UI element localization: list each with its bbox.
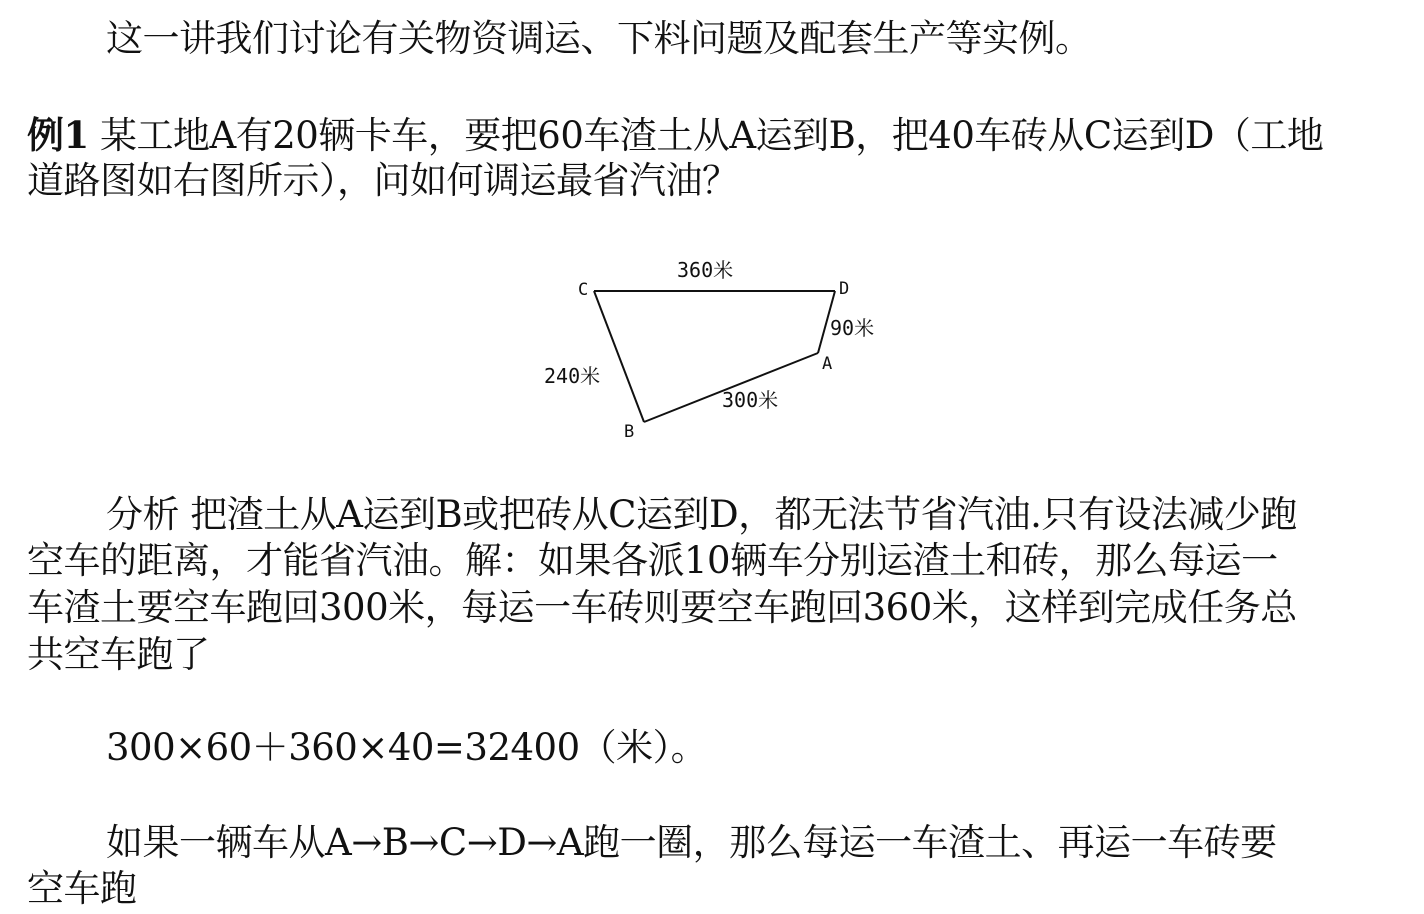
analysis-line-4: 共空车跑了 (27, 633, 210, 676)
example-line-1 (27, 112, 1323, 159)
road-diagram (530, 250, 910, 450)
formula-line: 300×60＋360×40=32400（米）。 (106, 726, 708, 769)
edge-da-label: 90米 (830, 316, 875, 340)
vertex-d-label: D (839, 279, 850, 299)
edge-cd-label: 360米 (677, 258, 734, 282)
vertex-c-label: C (578, 280, 589, 300)
edge-cb-label: 240米 (544, 364, 601, 388)
example-label: 例1 (27, 113, 89, 157)
loop-line-2: 空车跑 (27, 867, 137, 910)
analysis-line-3: 车渣土要空车跑回300米，每运一车砖则要空车跑回360米，这样到完成任务总 (27, 586, 1297, 629)
analysis-line-2: 空车的距离，才能省汽油。解：如果各派10辆车分别运渣土和砖，那么每运一 (27, 539, 1278, 582)
analysis-line-1: 分析 把渣土从A运到B或把砖从C运到D，都无法节省汽油.只有设法减少跑 (106, 493, 1297, 536)
intro-paragraph: 这一讲我们讨论有关物资调运、下料问题及配套生产等实例。 (106, 17, 1092, 60)
vertex-b-label: B (624, 422, 635, 442)
loop-line-1: 如果一辆车从A→B→C→D→A跑一圈，那么每运一车渣土、再运一车砖要 (106, 821, 1277, 864)
edge-ba-label: 300米 (722, 388, 779, 412)
example-text-1: 某工地A有20辆卡车，要把60车渣土从A运到B，把40车砖从C运到D（工地 (88, 114, 1324, 157)
vertex-a-label: A (822, 354, 833, 374)
example-line-2: 道路图如右图所示），问如何调运最省汽油？ (27, 159, 739, 202)
edge-cb (594, 291, 644, 422)
